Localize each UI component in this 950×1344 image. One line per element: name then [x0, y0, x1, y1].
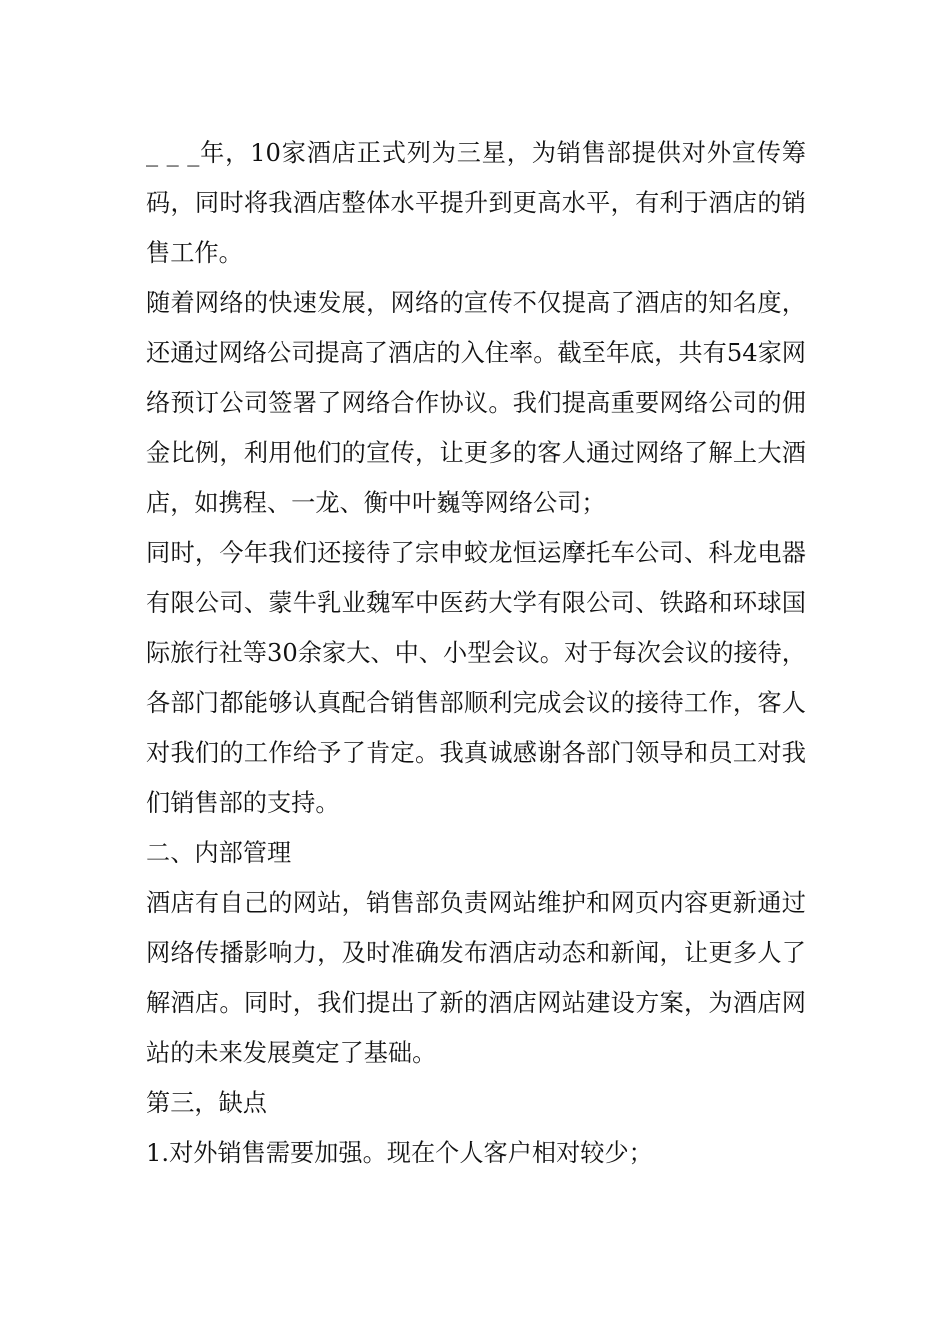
paragraph-online-promotion: 随着网络的快速发展，网络的宣传不仅提高了酒店的知名度，还通过网络公司提高了酒店的入住率。截至年底，共有54家网络预订公司签署了网络合作协议。我们提高重要网络公司的佣金比例，利用他们的宣传，让更多的客人通过网络了解上大酒店，如携程、一龙、衡中叶巍等网络公司； — [146, 289, 806, 517]
paragraph-conferences: 同时，今年我们还接待了宗申蛟龙恒运摩托车公司、科龙电器有限公司、蒙牛乳业魏军中医药大学有限公司、铁路和环球国际旅行社等30余家大、中、小型会议。对于每次会议的接待，各部门都能够认真配合销售部顺利完成会议的接待工作，客人对我们的工作给予了肯定。我真诚感谢各部门领导和员工对我们销售部的支持。 — [146, 539, 806, 817]
section-heading-shortcomings: 第三，缺点 — [146, 1089, 267, 1117]
list-item-shortcoming-1: 1.对外销售需要加强。现在个人客户相对较少； — [146, 1139, 653, 1167]
paragraph-star-rating: _ _ _年，10家酒店正式列为三星，为销售部提供对外宣传筹码，同时将我酒店整体水平提升到更高水平，有利于酒店的销售工作。 — [146, 139, 806, 267]
document-page — [146, 128, 806, 1178]
paragraph-website: 酒店有自己的网站，销售部负责网站维护和网页内容更新通过网络传播影响力，及时准确发布酒店动态和新闻，让更多人了解酒店。同时，我们提出了新的酒店网站建设方案，为酒店网站的未来发展奠定了基础。 — [146, 889, 806, 1067]
section-heading-internal-management: 二、内部管理 — [146, 839, 292, 867]
